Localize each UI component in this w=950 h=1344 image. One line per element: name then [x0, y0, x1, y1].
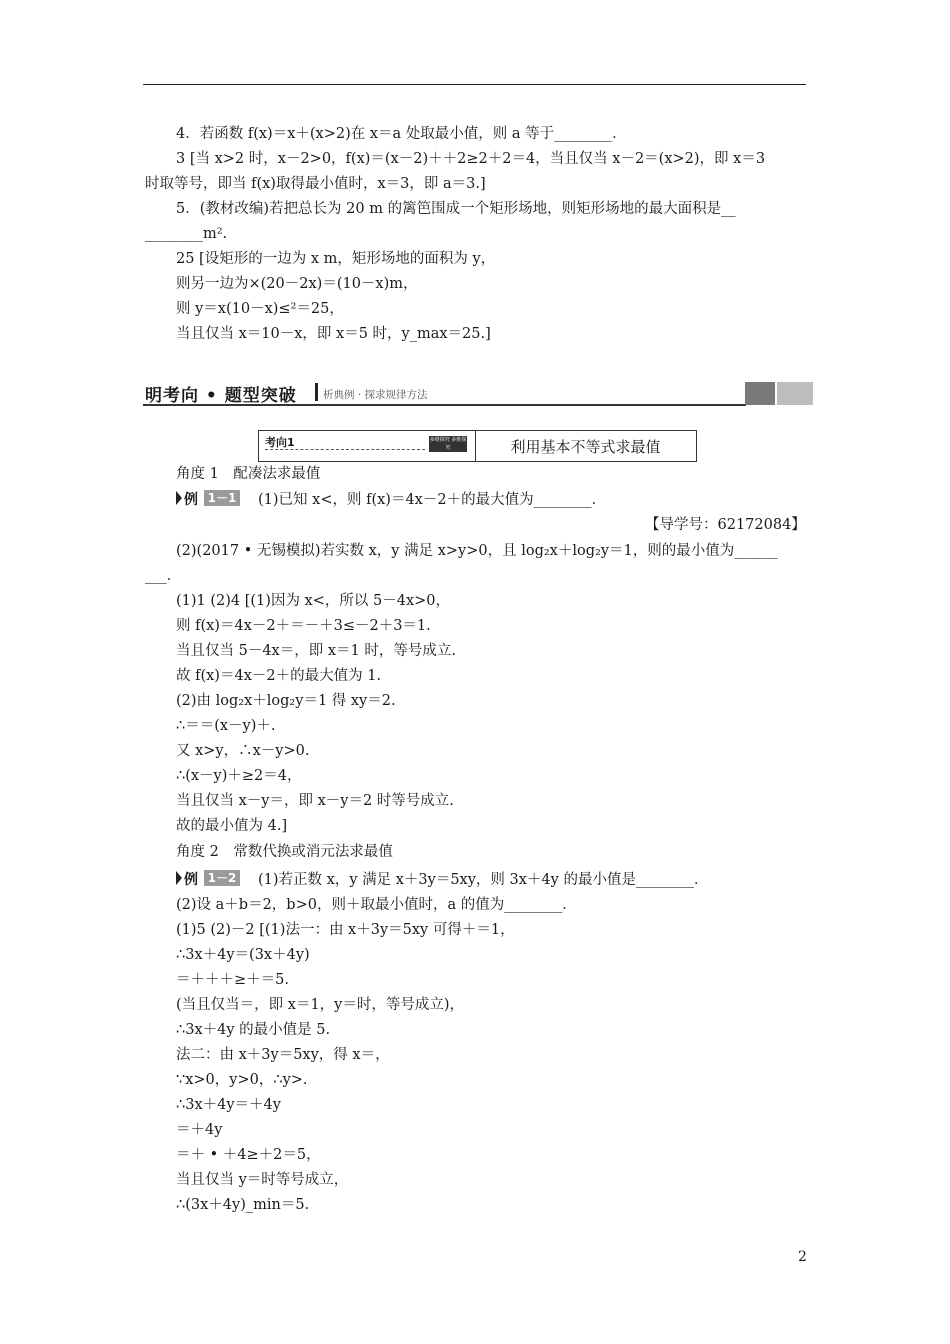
example-1-2-text: (1)若正数 x，y 满足 x＋3y＝5xy，则 3x＋4y 的最小值是________． — [258, 872, 709, 888]
solution-1-1-line-4: 故 f(x)＝4x－2＋的最大值为 1. — [176, 668, 382, 684]
page-number: 2 — [798, 1249, 807, 1265]
solution-1-2-line-9: ＝＋4y — [176, 1122, 223, 1138]
guide-number: 【导学号：62172084】 — [645, 517, 806, 533]
answer-5-line-1: 25 [设矩形的一边为 x m，矩形场地的面积为 y， — [176, 251, 496, 267]
solution-1-1-line-8: ∴(x－y)＋≥2＝4， — [176, 768, 302, 784]
example-number: 1－2 — [204, 870, 240, 886]
section-divider-bar — [315, 383, 318, 401]
problem-5: 5．(教材改编)若把总长为 20 m 的篱笆围成一个矩形场地，则矩形场地的最大面积是__ — [176, 201, 736, 217]
header-rule — [143, 84, 806, 85]
solution-1-1-line-1: (1)1 (2)4 [(1)因为 x<，所以 5－4x>0， — [176, 593, 450, 609]
solution-1-2-line-8: ∴3x＋4y＝＋4y — [176, 1097, 281, 1113]
section-header — [143, 380, 813, 406]
example-arrow-icon — [176, 491, 182, 505]
topic-title: 利用基本不等式求最值 — [510, 438, 661, 456]
solution-1-1-line-6: ∴＝＝(x－y)＋. — [176, 718, 276, 734]
angle-1-heading: 角度 1 配凑法求最值 — [176, 466, 321, 482]
angle-2-heading: 角度 2 常数代换或消元法求最值 — [176, 844, 393, 860]
example-1-1-text: (1)已知 x<，则 f(x)＝4x－2＋的最大值为________． — [258, 492, 607, 508]
example-number: 1－1 — [204, 490, 240, 506]
answer-5-line-4: 当且仅当 x＝10－x，即 x＝5 时，y_max＝25.] — [176, 326, 491, 342]
topic-dashed-line — [265, 449, 425, 450]
solution-1-2-line-4: (当且仅当＝，即 x＝1，y＝时，等号成立)， — [176, 997, 465, 1013]
example-arrow-icon — [176, 871, 182, 885]
solution-1-2-line-6: 法二：由 x＋3y＝5xy，得 x＝， — [176, 1047, 390, 1063]
solution-1-1-line-9: 当且仅当 x－y＝，即 x－y＝2 时等号成立. — [176, 793, 454, 809]
solution-1-2-line-2: ∴3x＋4y＝(3x＋4y) — [176, 947, 310, 963]
section-dark-block — [745, 382, 775, 405]
answer-5-line-2: 则另一边为×(20－2x)＝(10－x)m， — [176, 276, 418, 292]
solution-1-2-line-1: (1)5 (2)－2 [(1)法一：由 x＋3y＝5xy 可得＋＝1， — [176, 922, 515, 938]
solution-1-2-line-10: ＝＋ • ＋4≥＋2＝5， — [176, 1147, 321, 1163]
section-light-block — [777, 382, 813, 405]
solution-1-2-line-3: ＝＋＋＋≥＋＝5. — [176, 972, 289, 988]
example-1-1-part-2-blank: ___． — [145, 568, 182, 584]
example-1-2-part-2: (2)设 a＋b＝2，b>0，则＋取最小值时，a 的值为________． — [176, 897, 577, 913]
topic-mini-badge: 多维探究 多维探究 — [429, 437, 467, 451]
solution-1-2-line-11: 当且仅当 y＝时等号成立， — [176, 1172, 349, 1188]
example-1-2-badge — [176, 869, 242, 887]
example-word: 例 — [184, 872, 198, 888]
topic-label-cell — [259, 431, 476, 461]
answer-5-line-3: 则 y＝x(10－x)≤²＝25， — [176, 301, 344, 317]
solution-1-1-line-5: (2)由 log₂x＋log₂y＝1 得 xy＝2. — [176, 693, 396, 709]
solution-1-2-line-5: ∴3x＋4y 的最小值是 5. — [176, 1022, 331, 1038]
answer-4-line-1: 3 [当 x>2 时，x－2>0，f(x)＝(x－2)＋＋2≥2＋2＝4，当且仅当 x－2＝(x>2)，即 x＝3 — [176, 151, 766, 167]
topic-box — [258, 430, 697, 462]
example-word: 例 — [184, 492, 198, 508]
problem-4: 4．若函数 f(x)＝x＋(x>2)在 x＝a 处取最小值，则 a 等于________． — [176, 126, 627, 142]
solution-1-2-line-12: ∴(3x＋4y)_min＝5. — [176, 1197, 310, 1213]
example-1-1-badge — [176, 489, 242, 507]
section-rule — [143, 404, 746, 406]
solution-1-2-line-7: ∵x>0，y>0，∴y>. — [176, 1072, 308, 1088]
section-subtitle: 析典例 · 探求规律方法 — [323, 389, 428, 401]
solution-1-1-line-10: 故的最小值为 4.] — [176, 818, 288, 834]
section-title: 明考向 • 题型突破 — [145, 386, 297, 406]
solution-1-1-line-2: 则 f(x)＝4x－2＋＝－＋3≤－2＋3＝1. — [176, 618, 431, 634]
answer-4-line-2: 时取等号，即当 f(x)取得最小值时，x＝3，即 a＝3.] — [145, 176, 486, 192]
problem-5-blank: ________m². — [145, 226, 228, 242]
solution-1-1-line-7: 又 x>y，∴x－y>0. — [176, 743, 310, 759]
example-1-1-part-2: (2)(2017 • 无锡模拟)若实数 x，y 满足 x>y>0，且 log₂x＋log₂y＝1，则的最小值为______ — [176, 543, 778, 559]
solution-1-1-line-3: 当且仅当 5－4x＝，即 x＝1 时，等号成立. — [176, 643, 456, 659]
topic-tag: 考向1 — [265, 436, 295, 449]
